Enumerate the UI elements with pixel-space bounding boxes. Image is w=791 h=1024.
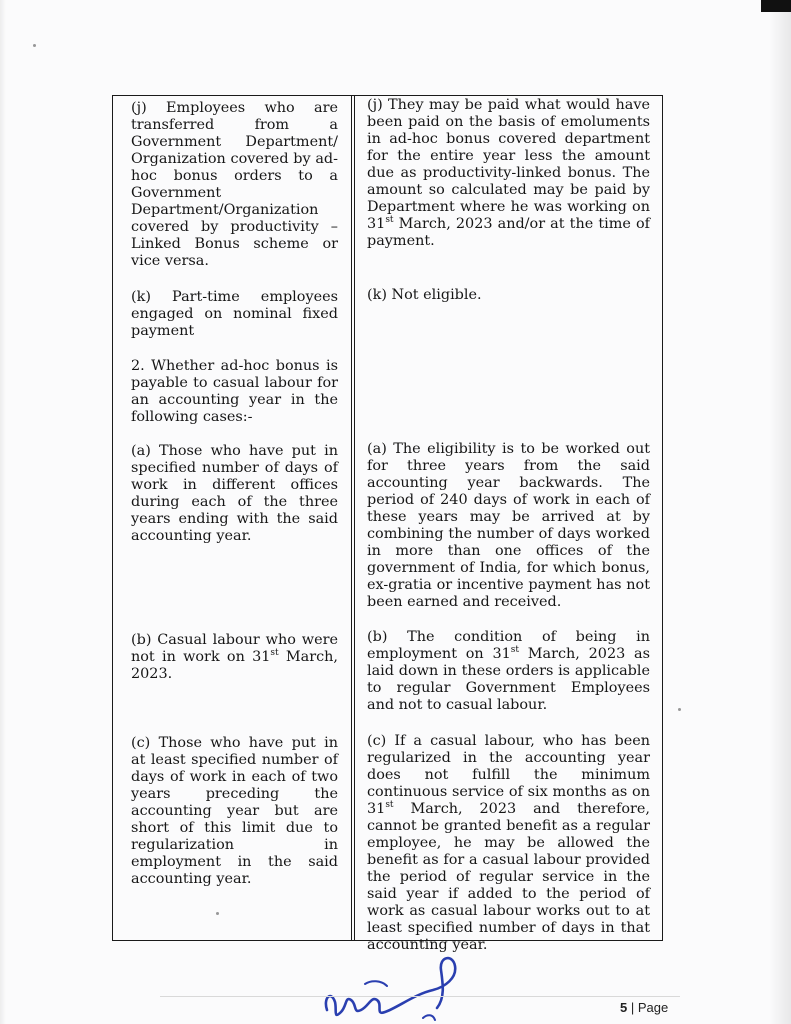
signature-mark xyxy=(315,950,465,1024)
document-table xyxy=(112,95,663,953)
row-c-answer: (c) If a casual labour, who has been regularized in the accounting year does not fulfill the minimum continuous service of six months as on 31st March, 2023 and therefore, cannot be granted benefit as a regular employee, he may be allowed the benefit as for a casual labour provided the period of regular service in the said year if added to the period of work as casual labour works out to at least specified number of days in that accounting year. xyxy=(367,733,650,953)
scan-left-edge xyxy=(0,0,6,1024)
row-a-question: (a) Those who have put in specified number of days of work in different offices during each of the three years ending with the said accounting year. xyxy=(131,443,338,544)
scan-speck xyxy=(216,912,219,915)
page-number-label: | Page xyxy=(630,1000,669,1015)
row-j-answer: (j) They may be paid what would have been paid on the basis of emoluments in ad-hoc bonus covered department for the entire year less the amount due as productivity-linked bonus. The amount so calculated may be paid by Department where he was working on 31st March, 2023 and/or at the time of payment. xyxy=(367,97,650,249)
section-2-question: 2. Whether ad-hoc bonus is payable to casual labour for an accounting year in the following cases:- xyxy=(131,358,338,425)
scan-edge-shadow xyxy=(769,0,791,1024)
row-k-answer: (k) Not eligible. xyxy=(367,287,482,303)
scan-corner-mark xyxy=(761,0,791,12)
row-b-question: (b) Casual labour who were not in work on 31st March, 2023. xyxy=(131,632,338,682)
footer-rule xyxy=(160,996,680,997)
column-divider-line xyxy=(351,96,352,940)
page-number-value: 5 xyxy=(620,1000,628,1015)
row-a-answer: (a) The eligibility is to be worked out for three years from the said accounting year backwards. The period of 240 days of work in each of these years may be arrived at by combining the number of days worked in more than one offices of the government of India, for which bonus, ex-gratia or incentive payment has not been earned and received. xyxy=(367,441,650,610)
scan-speck xyxy=(33,44,36,47)
page-number xyxy=(620,1000,668,1015)
row-c-question: (c) Those who have put in at least specified number of days of work in each of two years preceding the accounting year but are short of this limit due to regularization in employment in the said accounting year. xyxy=(131,735,338,887)
column-divider-line-inner xyxy=(354,96,355,940)
row-k-question: (k) Part-time employees engaged on nominal fixed payment xyxy=(131,289,338,339)
scan-speck xyxy=(678,708,681,711)
row-b-answer: (b) The condition of being in employment on 31st March, 2023 as laid down in these orders is applicable to regular Government Employees and not to casual labour. xyxy=(367,629,650,713)
row-j-question: (j) Employees who are transferred from a Government Department/ Organization covered by ad-hoc bonus orders to a Government Department/Organization covered by productivity – Linked Bonus scheme or vice versa. xyxy=(131,100,338,269)
